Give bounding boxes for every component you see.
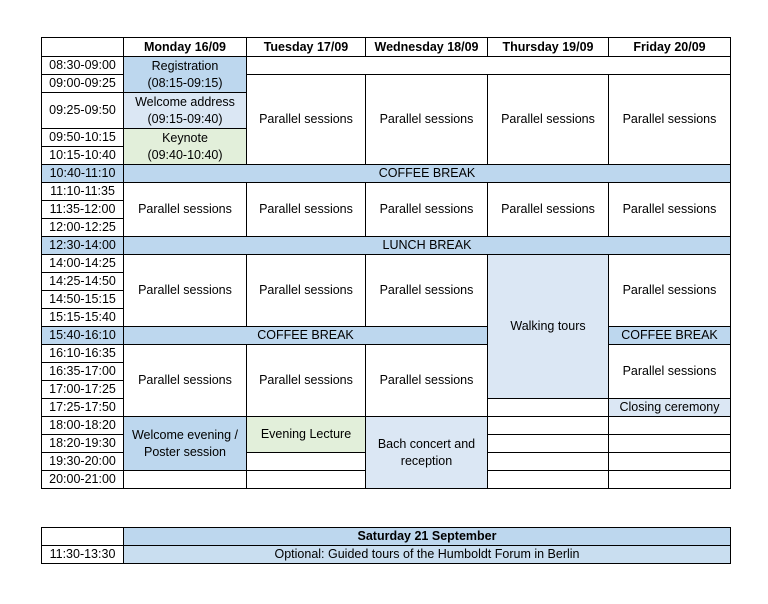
event-parallel-sessions-fri-late: Parallel sessions (609, 345, 731, 399)
event-registration (124, 57, 247, 93)
event-parallel-sessions-fri-am: Parallel sessions (609, 75, 731, 165)
event-bach-concert (366, 417, 488, 489)
event-closing-ceremony: Closing ceremony (609, 399, 731, 417)
time-slot: 20:00-21:00 (42, 471, 124, 489)
time-slot: 14:25-14:50 (42, 273, 124, 291)
saturday-corner-blank (42, 528, 124, 546)
event-keynote (124, 129, 247, 165)
event-guided-tours: Optional: Guided tours of the Humboldt Forum in Berlin (124, 546, 731, 564)
event-parallel-sessions-tue-am: Parallel sessions (247, 75, 366, 165)
time-slot: 17:00-17:25 (42, 381, 124, 399)
empty-cell-friday (609, 453, 731, 471)
empty-cell-thursday (488, 399, 609, 417)
event-time-note: (08:15-09:15) (147, 75, 223, 90)
empty-cell-monday (124, 471, 247, 489)
event-welcome-evening (124, 417, 247, 471)
time-slot: 11:10-11:35 (42, 183, 124, 201)
event-parallel-sessions-tue-md: Parallel sessions (247, 183, 366, 237)
event-welcome-address (124, 93, 247, 129)
header-corner-blank (42, 38, 124, 57)
weekly-schedule-table (41, 37, 731, 489)
time-slot: 15:15-15:40 (42, 309, 124, 327)
event-parallel-sessions-wed-am: Parallel sessions (366, 75, 488, 165)
time-slot: 11:35-12:00 (42, 201, 124, 219)
time-slot: 14:50-15:15 (42, 291, 124, 309)
saturday-schedule-table (41, 527, 731, 564)
day-header-tuesday: Tuesday 17/09 (247, 38, 366, 57)
lunch-break-strip: LUNCH BREAK (124, 237, 731, 255)
table-row (42, 345, 731, 363)
time-slot: 18:20-19:30 (42, 435, 124, 453)
time-slot: 09:25-09:50 (42, 93, 124, 129)
table-row (42, 327, 731, 345)
event-label: reception (400, 453, 453, 468)
time-slot: 09:00-09:25 (42, 75, 124, 93)
table-row (42, 183, 731, 201)
empty-cell-friday (609, 471, 731, 489)
time-slot: 10:40-11:10 (42, 165, 124, 183)
saturday-event-row (42, 546, 731, 564)
time-slot: 08:30-09:00 (42, 57, 124, 75)
day-header-thursday: Thursday 19/09 (488, 38, 609, 57)
day-header-row (42, 38, 731, 57)
saturday-header: Saturday 21 September (124, 528, 731, 546)
event-parallel-sessions-fri-md: Parallel sessions (609, 183, 731, 237)
event-label: Welcome address (135, 94, 235, 109)
event-parallel-sessions-mon-pm: Parallel sessions (124, 255, 247, 327)
event-label: Welcome evening / (131, 427, 239, 442)
event-parallel-sessions-mon-md: Parallel sessions (124, 183, 247, 237)
empty-cell-thursday (488, 453, 609, 471)
event-parallel-sessions-tue-late: Parallel sessions (247, 345, 366, 417)
event-time-note: (09:15-09:40) (147, 111, 223, 126)
time-slot: 10:15-10:40 (42, 147, 124, 165)
empty-cell-friday (609, 417, 731, 435)
time-slot: 15:40-16:10 (42, 327, 124, 345)
time-slot: 16:10-16:35 (42, 345, 124, 363)
event-parallel-sessions-fri-pm: Parallel sessions (609, 255, 731, 327)
empty-cell-tuesday (247, 453, 366, 471)
event-label: Poster session (144, 444, 226, 459)
day-header-friday: Friday 20/09 (609, 38, 731, 57)
time-slot: 11:30-13:30 (42, 546, 124, 564)
event-walking-tours: Walking tours (488, 255, 609, 399)
table-row (42, 237, 731, 255)
day-header-monday: Monday 16/09 (124, 38, 247, 57)
event-parallel-sessions-wed-late: Parallel sessions (366, 345, 488, 417)
table-row (42, 417, 731, 435)
event-parallel-sessions-wed-pm: Parallel sessions (366, 255, 488, 327)
empty-cell-thursday (488, 435, 609, 453)
time-slot: 09:50-10:15 (42, 129, 124, 147)
event-time-note: (09:40-10:40) (147, 147, 223, 162)
event-parallel-sessions-wed-md: Parallel sessions (366, 183, 488, 237)
time-slot: 12:00-12:25 (42, 219, 124, 237)
event-parallel-sessions-thu-am: Parallel sessions (488, 75, 609, 165)
table-row (42, 255, 731, 273)
event-evening-lecture: Evening Lecture (247, 417, 366, 453)
empty-cell-friday (609, 435, 731, 453)
day-header-wednesday: Wednesday 18/09 (366, 38, 488, 57)
time-slot: 17:25-17:50 (42, 399, 124, 417)
empty-cell-tuesday (247, 471, 366, 489)
time-slot: 19:30-20:00 (42, 453, 124, 471)
event-parallel-sessions-tue-pm: Parallel sessions (247, 255, 366, 327)
empty-morning-strip (247, 57, 731, 75)
empty-cell-thursday (488, 417, 609, 435)
time-slot: 12:30-14:00 (42, 237, 124, 255)
event-parallel-sessions-mon-late: Parallel sessions (124, 345, 247, 417)
saturday-header-row (42, 528, 731, 546)
time-slot: 16:35-17:00 (42, 363, 124, 381)
time-slot: 18:00-18:20 (42, 417, 124, 435)
table-row (42, 57, 731, 75)
coffee-break-friday: COFFEE BREAK (609, 327, 731, 345)
coffee-break-strip-am: COFFEE BREAK (124, 165, 731, 183)
empty-cell-thursday (488, 471, 609, 489)
event-label: Bach concert and (377, 436, 476, 451)
event-label: Registration (151, 58, 219, 73)
event-parallel-sessions-thu-md: Parallel sessions (488, 183, 609, 237)
table-row (42, 165, 731, 183)
time-slot: 14:00-14:25 (42, 255, 124, 273)
coffee-break-strip-pm: COFFEE BREAK (124, 327, 488, 345)
event-label: Keynote (162, 130, 208, 145)
